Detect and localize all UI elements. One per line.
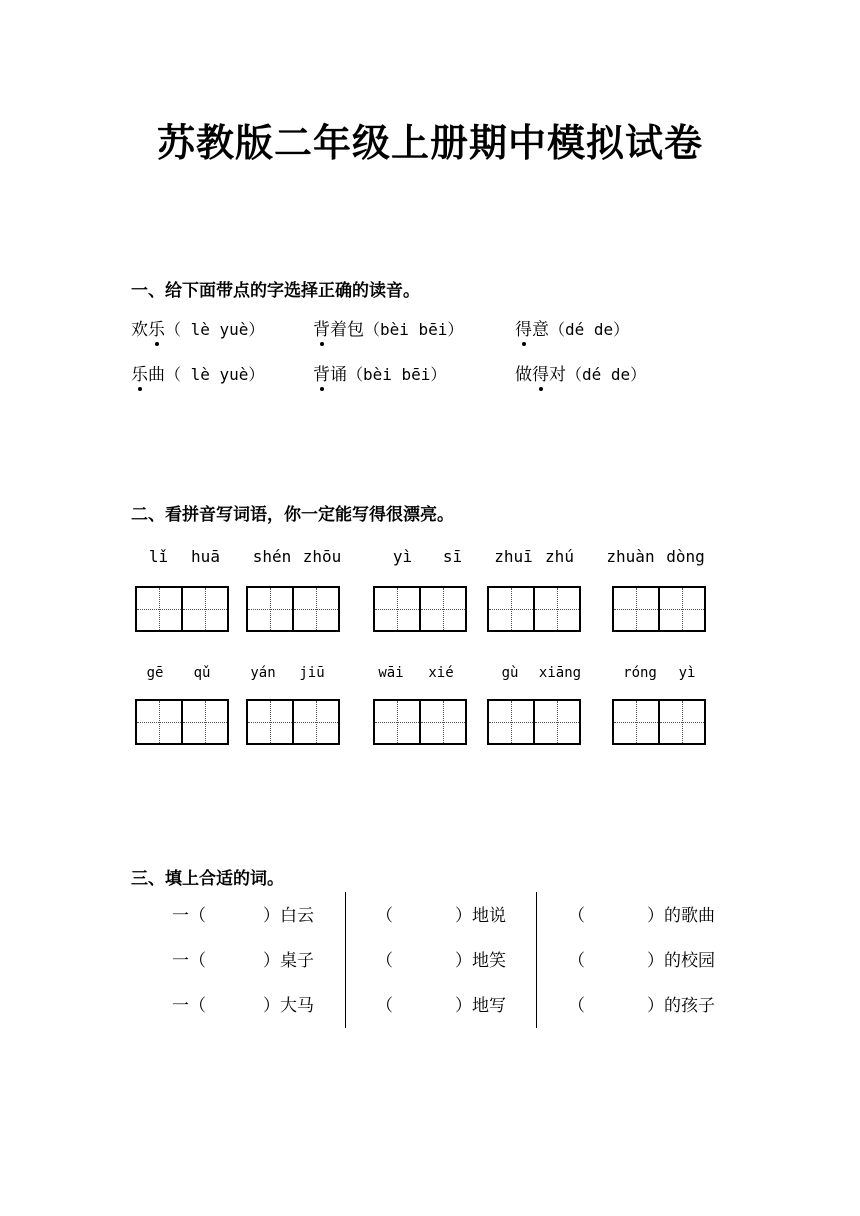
s1-item: 欢乐（ lè yuè） xyxy=(131,315,264,340)
pinyin-syllable: yán xyxy=(250,665,276,681)
column-divider xyxy=(536,892,537,1028)
pinyin-syllable: zhú xyxy=(545,547,574,566)
writing-grid[interactable] xyxy=(487,699,581,745)
pinyin-syllable: zhuī xyxy=(494,547,533,566)
fill-prefix: （ xyxy=(376,906,393,926)
pinyin-syllable: yì xyxy=(392,547,413,566)
writing-grid[interactable] xyxy=(487,586,581,632)
fill-word: ）的孩子 xyxy=(647,996,715,1016)
dotted-char: 背 xyxy=(313,360,330,385)
fill-word: ）地笑 xyxy=(455,951,506,971)
pinyin-syllable: sī xyxy=(442,547,463,566)
writing-grid[interactable] xyxy=(135,586,229,632)
column-divider xyxy=(345,892,346,1028)
fill-word: ）白云 xyxy=(263,906,314,926)
pinyin-syllable: wāi xyxy=(378,665,404,681)
fill-word: ）地说 xyxy=(455,906,506,926)
s1-item: 乐曲（ lè yuè） xyxy=(131,360,264,385)
writing-grid[interactable] xyxy=(246,699,340,745)
fill-prefix: 一（ xyxy=(172,906,206,926)
pinyin-syllable: huā xyxy=(191,547,220,566)
fill-prefix: （ xyxy=(376,951,393,971)
dotted-char: 乐 xyxy=(131,360,148,385)
pinyin-syllable: dòng xyxy=(666,547,705,566)
pinyin-syllable: yì xyxy=(678,665,696,681)
pinyin-syllable: shén xyxy=(252,547,292,566)
dotted-char: 乐 xyxy=(148,315,165,340)
pinyin-syllable: gù xyxy=(501,665,519,681)
fill-word: ）地写 xyxy=(455,996,506,1016)
s1-item: 背着包（bèi bēi） xyxy=(313,315,463,340)
s1-item: 做得对（dé de） xyxy=(515,360,646,385)
writing-grid[interactable] xyxy=(373,586,467,632)
fill-prefix: 一（ xyxy=(172,996,206,1016)
fill-word: ）桌子 xyxy=(263,951,314,971)
fill-prefix: （ xyxy=(376,996,393,1016)
pinyin-syllable: róng xyxy=(623,665,657,681)
section-1-heading: 一、给下面带点的字选择正确的读音。 xyxy=(131,281,420,301)
fill-prefix: （ xyxy=(568,951,585,971)
writing-grid[interactable] xyxy=(135,699,229,745)
dotted-char: 得 xyxy=(532,360,549,385)
fill-prefix: （ xyxy=(568,906,585,926)
pinyin-syllable: jiū xyxy=(299,665,325,681)
pinyin-syllable: zhuàn xyxy=(606,547,655,566)
s1-item: 背诵（bèi bēi） xyxy=(313,360,446,385)
fill-word: ）的校园 xyxy=(647,951,715,971)
pinyin-syllable: qǔ xyxy=(193,665,211,681)
page-title: 苏教版二年级上册期中模拟试卷 xyxy=(156,120,703,165)
dotted-char: 背 xyxy=(313,315,330,340)
pinyin-syllable: xié xyxy=(428,665,454,681)
fill-prefix: （ xyxy=(568,996,585,1016)
fill-word: ）大马 xyxy=(263,996,314,1016)
pinyin-syllable: lǐ xyxy=(148,547,169,566)
s1-item: 得意（dé de） xyxy=(515,315,629,340)
pinyin-syllable: xiāng xyxy=(538,665,582,681)
pinyin-syllable: gē xyxy=(146,665,164,681)
writing-grid[interactable] xyxy=(246,586,340,632)
section-3-heading: 三、填上合适的词。 xyxy=(131,869,284,889)
dotted-char: 得 xyxy=(515,315,532,340)
fill-word: ）的歌曲 xyxy=(647,906,715,926)
writing-grid[interactable] xyxy=(373,699,467,745)
section-2-heading: 二、看拼音写词语，你一定能写得很漂亮。 xyxy=(131,505,454,525)
writing-grid[interactable] xyxy=(612,586,706,632)
fill-prefix: 一（ xyxy=(172,951,206,971)
pinyin-syllable: zhōu xyxy=(302,547,342,566)
writing-grid[interactable] xyxy=(612,699,706,745)
